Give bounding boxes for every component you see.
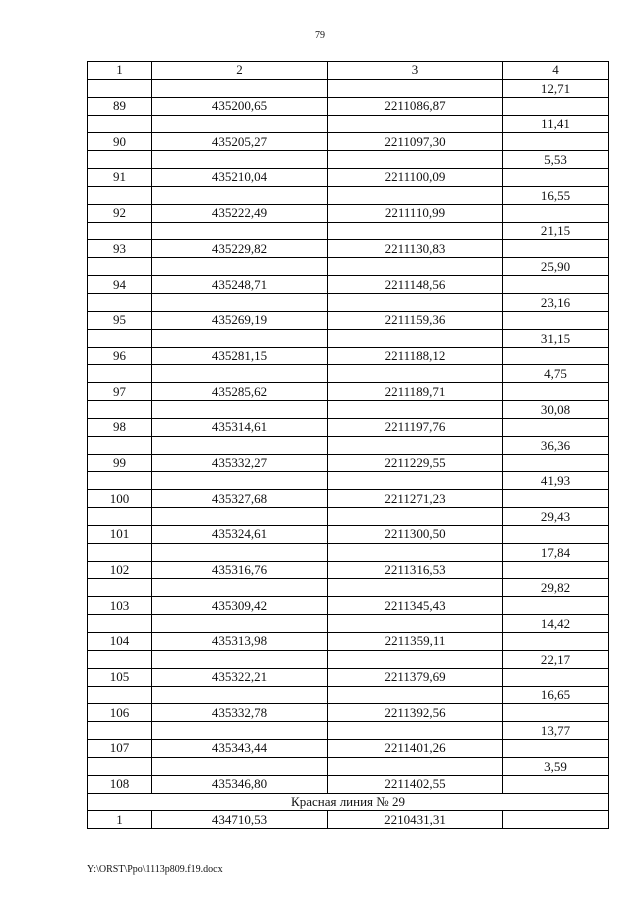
- cell-x-coordinate: 435343,44: [152, 740, 328, 758]
- cell-point-number: 101: [88, 525, 152, 543]
- cell-point-number: 106: [88, 704, 152, 722]
- cell-empty: [88, 650, 152, 668]
- cell-y-coordinate: 2211100,09: [328, 169, 503, 187]
- cell-point-number: 90: [88, 133, 152, 151]
- cell-x-coordinate: 435314,61: [152, 418, 328, 436]
- cell-empty: [88, 79, 152, 97]
- distance-row: [88, 615, 609, 633]
- cell-point-number: 97: [88, 383, 152, 401]
- cell-y-coordinate: 2210431,31: [328, 811, 503, 829]
- cell-x-coordinate: 435324,61: [152, 525, 328, 543]
- point-row: [88, 561, 609, 579]
- cell-point-number: 104: [88, 633, 152, 651]
- cell-empty: [152, 329, 328, 347]
- table-header-row: [88, 62, 609, 80]
- cell-x-coordinate: 435210,04: [152, 169, 328, 187]
- cell-empty: [328, 686, 503, 704]
- distance-row: [88, 115, 609, 133]
- cell-empty: [152, 293, 328, 311]
- point-row: [88, 633, 609, 651]
- cell-x-coordinate: 435332,27: [152, 454, 328, 472]
- distance-row: [88, 401, 609, 419]
- cell-distance: 29,82: [503, 579, 609, 597]
- cell-empty: [152, 115, 328, 133]
- cell-distance: 4,75: [503, 365, 609, 383]
- cell-empty: [328, 186, 503, 204]
- cell-empty: [152, 686, 328, 704]
- cell-empty: [152, 757, 328, 775]
- cell-empty: [503, 311, 609, 329]
- cell-x-coordinate: 435200,65: [152, 97, 328, 115]
- cell-point-number: 94: [88, 276, 152, 294]
- point-row: [88, 383, 609, 401]
- cell-empty: [328, 543, 503, 561]
- point-row: [88, 490, 609, 508]
- cell-empty: [328, 757, 503, 775]
- cell-empty: [328, 472, 503, 490]
- point-row: [88, 204, 609, 222]
- cell-empty: [503, 668, 609, 686]
- cell-empty: [503, 490, 609, 508]
- cell-empty: [503, 383, 609, 401]
- cell-empty: [328, 151, 503, 169]
- cell-empty: [328, 365, 503, 383]
- cell-empty: [152, 650, 328, 668]
- cell-distance: 22,17: [503, 650, 609, 668]
- cell-empty: [503, 775, 609, 793]
- cell-empty: [88, 186, 152, 204]
- cell-distance: 12,71: [503, 79, 609, 97]
- distance-row: [88, 722, 609, 740]
- cell-y-coordinate: 2211148,56: [328, 276, 503, 294]
- cell-empty: [328, 436, 503, 454]
- cell-empty: [152, 543, 328, 561]
- cell-empty: [503, 633, 609, 651]
- point-row: [88, 525, 609, 543]
- distance-row: [88, 650, 609, 668]
- distance-row: [88, 543, 609, 561]
- cell-point-number: 91: [88, 169, 152, 187]
- distance-row: [88, 436, 609, 454]
- cell-y-coordinate: 2211300,50: [328, 525, 503, 543]
- cell-empty: [503, 597, 609, 615]
- distance-row: [88, 686, 609, 704]
- cell-distance: 5,53: [503, 151, 609, 169]
- cell-x-coordinate: 435205,27: [152, 133, 328, 151]
- point-row: [88, 276, 609, 294]
- cell-x-coordinate: 435316,76: [152, 561, 328, 579]
- cell-distance: 21,15: [503, 222, 609, 240]
- cell-empty: [88, 365, 152, 383]
- distance-row: [88, 186, 609, 204]
- cell-x-coordinate: 434710,53: [152, 811, 328, 829]
- point-row: [88, 169, 609, 187]
- distance-row: [88, 222, 609, 240]
- cell-distance: 13,77: [503, 722, 609, 740]
- cell-empty: [328, 615, 503, 633]
- cell-point-number: 107: [88, 740, 152, 758]
- cell-point-number: 100: [88, 490, 152, 508]
- cell-empty: [152, 722, 328, 740]
- cell-empty: [503, 347, 609, 365]
- cell-empty: [503, 525, 609, 543]
- cell-empty: [88, 579, 152, 597]
- cell-empty: [88, 115, 152, 133]
- cell-empty: [152, 615, 328, 633]
- cell-empty: [152, 79, 328, 97]
- cell-y-coordinate: 2211159,36: [328, 311, 503, 329]
- cell-x-coordinate: 435332,78: [152, 704, 328, 722]
- cell-empty: [503, 561, 609, 579]
- cell-y-coordinate: 2211402,55: [328, 775, 503, 793]
- cell-x-coordinate: 435269,19: [152, 311, 328, 329]
- cell-y-coordinate: 2211316,53: [328, 561, 503, 579]
- cell-empty: [152, 365, 328, 383]
- cell-point-number: 99: [88, 454, 152, 472]
- cell-empty: [503, 204, 609, 222]
- section-title: Красная линия № 29: [88, 793, 609, 811]
- cell-empty: [88, 508, 152, 526]
- cell-y-coordinate: 2211188,12: [328, 347, 503, 365]
- cell-x-coordinate: 435313,98: [152, 633, 328, 651]
- cell-empty: [503, 454, 609, 472]
- cell-x-coordinate: 435248,71: [152, 276, 328, 294]
- cell-empty: [503, 704, 609, 722]
- cell-x-coordinate: 435322,21: [152, 668, 328, 686]
- point-row: [88, 133, 609, 151]
- cell-distance: 16,55: [503, 186, 609, 204]
- column-header-1: 1: [88, 62, 152, 80]
- distance-row: [88, 365, 609, 383]
- cell-empty: [503, 740, 609, 758]
- cell-x-coordinate: 435222,49: [152, 204, 328, 222]
- distance-row: [88, 472, 609, 490]
- cell-distance: 16,65: [503, 686, 609, 704]
- cell-empty: [88, 151, 152, 169]
- cell-point-number: 89: [88, 97, 152, 115]
- cell-empty: [328, 222, 503, 240]
- cell-distance: 17,84: [503, 543, 609, 561]
- distance-row: [88, 329, 609, 347]
- cell-empty: [88, 757, 152, 775]
- cell-y-coordinate: 2211392,56: [328, 704, 503, 722]
- cell-x-coordinate: 435327,68: [152, 490, 328, 508]
- cell-empty: [88, 472, 152, 490]
- cell-distance: 14,42: [503, 615, 609, 633]
- column-header-4: 4: [503, 62, 609, 80]
- point-row: [88, 704, 609, 722]
- cell-empty: [88, 436, 152, 454]
- cell-point-number: 102: [88, 561, 152, 579]
- cell-empty: [328, 115, 503, 133]
- cell-empty: [88, 258, 152, 276]
- cell-point-number: 103: [88, 597, 152, 615]
- page-number: 79: [315, 30, 325, 41]
- point-row: [88, 811, 609, 829]
- cell-point-number: 98: [88, 418, 152, 436]
- point-row: [88, 668, 609, 686]
- cell-y-coordinate: 2211086,87: [328, 97, 503, 115]
- cell-y-coordinate: 2211345,43: [328, 597, 503, 615]
- cell-empty: [152, 151, 328, 169]
- cell-point-number: 95: [88, 311, 152, 329]
- cell-point-number: 92: [88, 204, 152, 222]
- cell-distance: 29,43: [503, 508, 609, 526]
- distance-row: [88, 293, 609, 311]
- cell-empty: [328, 79, 503, 97]
- cell-empty: [88, 401, 152, 419]
- point-row: [88, 454, 609, 472]
- cell-distance: 11,41: [503, 115, 609, 133]
- cell-empty: [328, 293, 503, 311]
- cell-distance: 36,36: [503, 436, 609, 454]
- column-header-3: 3: [328, 62, 503, 80]
- distance-row: [88, 508, 609, 526]
- cell-empty: [503, 811, 609, 829]
- distance-row: [88, 579, 609, 597]
- column-header-2: 2: [152, 62, 328, 80]
- cell-empty: [152, 186, 328, 204]
- cell-empty: [88, 615, 152, 633]
- cell-point-number: 93: [88, 240, 152, 258]
- cell-empty: [328, 258, 503, 276]
- cell-distance: 41,93: [503, 472, 609, 490]
- cell-empty: [152, 222, 328, 240]
- cell-point-number: 108: [88, 775, 152, 793]
- cell-y-coordinate: 2211097,30: [328, 133, 503, 151]
- cell-empty: [503, 169, 609, 187]
- distance-row: [88, 151, 609, 169]
- cell-point-number: 1: [88, 811, 152, 829]
- cell-empty: [503, 418, 609, 436]
- point-row: [88, 311, 609, 329]
- point-row: [88, 97, 609, 115]
- cell-empty: [328, 508, 503, 526]
- cell-empty: [503, 133, 609, 151]
- cell-empty: [152, 401, 328, 419]
- cell-x-coordinate: 435281,15: [152, 347, 328, 365]
- point-row: [88, 775, 609, 793]
- distance-row: [88, 258, 609, 276]
- cell-empty: [88, 329, 152, 347]
- cell-y-coordinate: 2211189,71: [328, 383, 503, 401]
- cell-empty: [152, 258, 328, 276]
- coordinates-table: [87, 61, 609, 829]
- point-row: [88, 740, 609, 758]
- cell-empty: [88, 722, 152, 740]
- distance-row: [88, 79, 609, 97]
- cell-y-coordinate: 2211197,76: [328, 418, 503, 436]
- table-body: [88, 79, 609, 828]
- cell-empty: [152, 436, 328, 454]
- distance-row: [88, 757, 609, 775]
- cell-empty: [503, 240, 609, 258]
- cell-empty: [88, 686, 152, 704]
- footer-file-path: Y:\ORST\Ppo\1113p809.f19.docx: [87, 864, 223, 875]
- point-row: [88, 240, 609, 258]
- cell-empty: [328, 650, 503, 668]
- cell-empty: [88, 222, 152, 240]
- cell-y-coordinate: 2211130,83: [328, 240, 503, 258]
- cell-empty: [152, 508, 328, 526]
- cell-empty: [503, 97, 609, 115]
- cell-distance: 3,59: [503, 757, 609, 775]
- cell-point-number: 96: [88, 347, 152, 365]
- cell-y-coordinate: 2211110,99: [328, 204, 503, 222]
- cell-y-coordinate: 2211401,26: [328, 740, 503, 758]
- cell-empty: [328, 401, 503, 419]
- cell-empty: [152, 472, 328, 490]
- cell-empty: [328, 722, 503, 740]
- cell-distance: 25,90: [503, 258, 609, 276]
- point-row: [88, 597, 609, 615]
- cell-empty: [152, 579, 328, 597]
- cell-distance: 31,15: [503, 329, 609, 347]
- cell-y-coordinate: 2211359,11: [328, 633, 503, 651]
- cell-point-number: 105: [88, 668, 152, 686]
- cell-empty: [88, 293, 152, 311]
- cell-distance: 23,16: [503, 293, 609, 311]
- cell-empty: [328, 579, 503, 597]
- cell-distance: 30,08: [503, 401, 609, 419]
- cell-empty: [503, 276, 609, 294]
- section-row: [88, 793, 609, 811]
- cell-x-coordinate: 435285,62: [152, 383, 328, 401]
- cell-empty: [328, 329, 503, 347]
- cell-y-coordinate: 2211379,69: [328, 668, 503, 686]
- cell-y-coordinate: 2211229,55: [328, 454, 503, 472]
- cell-x-coordinate: 435346,80: [152, 775, 328, 793]
- point-row: [88, 347, 609, 365]
- point-row: [88, 418, 609, 436]
- cell-x-coordinate: 435309,42: [152, 597, 328, 615]
- cell-empty: [88, 543, 152, 561]
- cell-y-coordinate: 2211271,23: [328, 490, 503, 508]
- cell-x-coordinate: 435229,82: [152, 240, 328, 258]
